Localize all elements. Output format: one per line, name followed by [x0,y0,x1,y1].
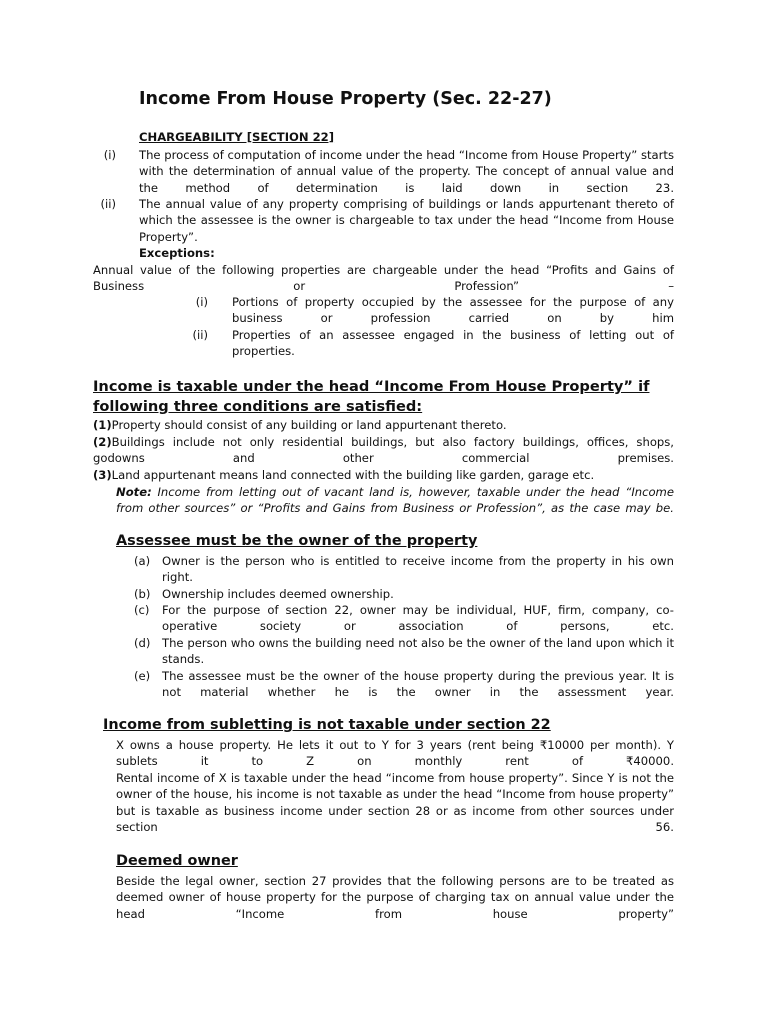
condition-text: Property should consist of any building or land appurtenant thereto. [111,418,507,432]
item-number: (b) [134,587,151,601]
item-number: (ii) [192,328,208,342]
item-number: (ii) [100,197,116,211]
chargeability-heading: CHARGEABILITY [SECTION 22] [139,130,335,144]
subletting-explanation: Rental income of X is taxable under the head “income from house property”. Since Y is not the owner of the house, his income is not taxable as under the head “Income from house property” but is taxable as business income under section 28 or as income from other sources under section 56. [116,771,674,835]
owner-item-text: Owner is the person who is entitled to receive income from the property in his own right. [162,554,674,585]
deemed-owner-heading: Deemed owner [116,853,238,869]
condition-item [93,417,674,433]
condition-text: Land appurtenant means land connected with the building like garden, garage etc. [111,468,595,482]
subletting-example: X owns a house property. He lets it out to Y for 3 years (rent being ₹10000 per month). Y sublets it to Z on monthly rent of ₹40000. [116,738,674,769]
owner-item-text: The person who owns the building need not also be the owner of the land upon which it stands. [162,636,674,667]
exception-item-text: Properties of an assessee engaged in the business of letting out of properties. [232,328,674,359]
condition-number: (1) [93,418,112,432]
deemed-owner-paragraph: Beside the legal owner, section 27 provides that the following persons are to be treated as deemed owner of house property for the purpose of charging tax on annual value under the head “Income from house property” [116,874,674,921]
condition-number: (3) [93,468,112,482]
exceptions-label: Exceptions: [139,246,215,260]
condition-number: (2) [93,435,112,449]
item-number: (e) [134,669,151,683]
page-title: Income From House Property (Sec. 22-27) [139,89,552,109]
owner-item-text: Ownership includes deemed ownership. [162,587,394,601]
item-number: (i) [103,148,116,162]
item-number: (a) [134,554,151,568]
condition-item [93,434,674,467]
owner-item-text: For the purpose of section 22, owner may be individual, HUF, firm, company, co-operative society or association of persons, etc. [162,603,674,634]
chargeability-item-text: The process of computation of income under the head “Income from House Property” starts with the determination of annual value of the property. The concept of annual value and the method of determination is laid down in section 23. [139,148,674,195]
note-paragraph [116,484,674,517]
item-number: (d) [134,636,151,650]
note-text: Income from letting out of vacant land is, however, taxable under the head “Income from other sources” or “Profits and Gains from Business or Profession”, as the case may be. [116,485,674,516]
condition-text: Buildings include not only residential buildings, but also factory buildings, offices, shops, godowns and other commercial premises. [93,435,674,466]
owner-heading: Assessee must be the owner of the property [116,533,478,549]
item-number: (i) [195,295,208,309]
chargeability-item-text: The annual value of any property comprising of buildings or lands appurtenant thereto of which the assessee is the owner is chargeable to tax under the head “Income from House Property”. [139,197,674,244]
exceptions-intro: Annual value of the following properties are chargeable under the head “Profits and Gains of Business or Profession” – [93,263,674,294]
note-label: Note: [116,485,152,499]
item-number: (c) [134,603,150,617]
exception-item-text: Portions of property occupied by the assessee for the purpose of any business or profession carried on by him [232,295,674,326]
condition-item [93,467,674,483]
owner-item-text: The assessee must be the owner of the house property during the previous year. It is not material whether he is the owner in the assessment year. [162,669,674,700]
subletting-heading: Income from subletting is not taxable under section 22 [103,717,551,733]
conditions-heading: Income is taxable under the head “Income From House Property” if following three conditions are satisfied: [93,378,650,415]
